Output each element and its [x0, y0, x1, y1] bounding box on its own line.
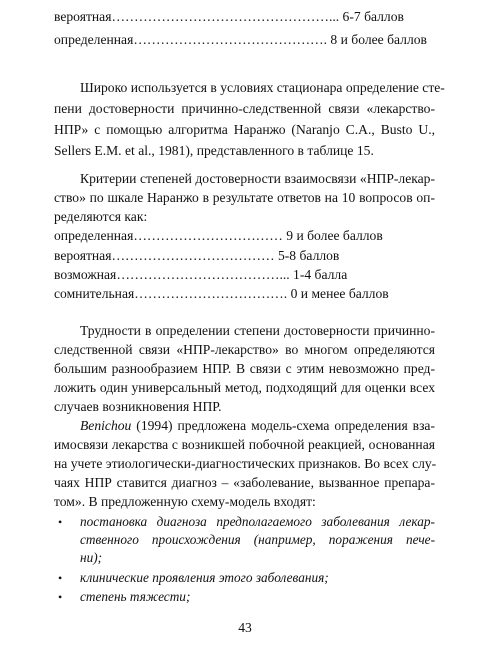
para3-line2: следственной связи «НПР-лекарство» во многом определяются: [54, 342, 435, 357]
bullet-marker: •: [58, 590, 63, 604]
scale2-probable: вероятная……………………………… 5-8 баллов: [54, 248, 340, 263]
para1-line3: НПР» с помощью алгоритма Наранжо (Naranjo C.A., Busto U.,: [54, 122, 435, 137]
bullet-2: клинические проявления этого заболевания;: [80, 570, 329, 585]
bullet-marker: •: [58, 571, 63, 585]
page-number: 43: [238, 620, 252, 635]
para3-line4: ложить один универсальный метод, подходящий для оценки всех: [54, 380, 435, 395]
bullet-marker: •: [58, 515, 63, 529]
para4-line4: чаях НПР ставится диагноз – «заболевание, вызванное препара-: [54, 475, 435, 490]
para2-line3: ределяются как:: [54, 209, 148, 224]
para2-line1: Критерии степеней достоверности взаимосвязи «НПР-лекар-: [80, 171, 435, 186]
scale-line-definite: определенная……………………………………. 8 и более баллов: [54, 32, 427, 47]
para4-line5: том». В предложенную схему-модель входят:: [54, 494, 316, 509]
bullet-3: степень тяжести;: [80, 589, 191, 604]
scale-line-probable: вероятная…………………………………………... 6-7 баллов: [54, 9, 404, 24]
para4-line1: Benichou (1994) предложена модель-схема определения вза-: [80, 418, 435, 433]
para1-line1: Широко используется в условиях стационара определение сте-: [80, 80, 445, 95]
para4-line3: на учете этиологически-диагностических признаков. Во всех слу-: [54, 456, 437, 471]
para1-line2: пени достоверности причинно-следственной связи «лекарство-: [54, 101, 435, 116]
bullet-1-line3: ни);: [80, 550, 103, 565]
bullet-1-line1: постановка диагноза предполагаемого заболевания лекар-: [80, 514, 435, 529]
author-name: Benichou: [80, 418, 132, 433]
scale2-doubtful: сомнительная……………………………. 0 и менее баллов: [54, 286, 389, 301]
para2-line2: ство» по шкале Наранжо в результате ответов на 10 вопросов оп-: [54, 190, 435, 205]
scale2-possible: возможная………………………………... 1-4 балла: [54, 267, 348, 282]
bullet-1-line2: ственного происхождения (например, поражения пече-: [80, 532, 435, 547]
scale2-definite: определенная…………………………… 9 и более баллов: [54, 228, 383, 243]
para1-line4: Sellers E.M. et al., 1981), представленного в таблице 15.: [54, 143, 374, 158]
para4-line2: имосвязи лекарства с возникшей побочной реакцией, основанная: [54, 437, 435, 452]
para3-line5: случаев возникновения НПР.: [54, 399, 222, 414]
para3-line3: большим разнообразием НПР. В связи с этим невозможно пред-: [54, 361, 435, 376]
para3-line1: Трудности в определении степени достоверности причинно-: [80, 323, 435, 338]
